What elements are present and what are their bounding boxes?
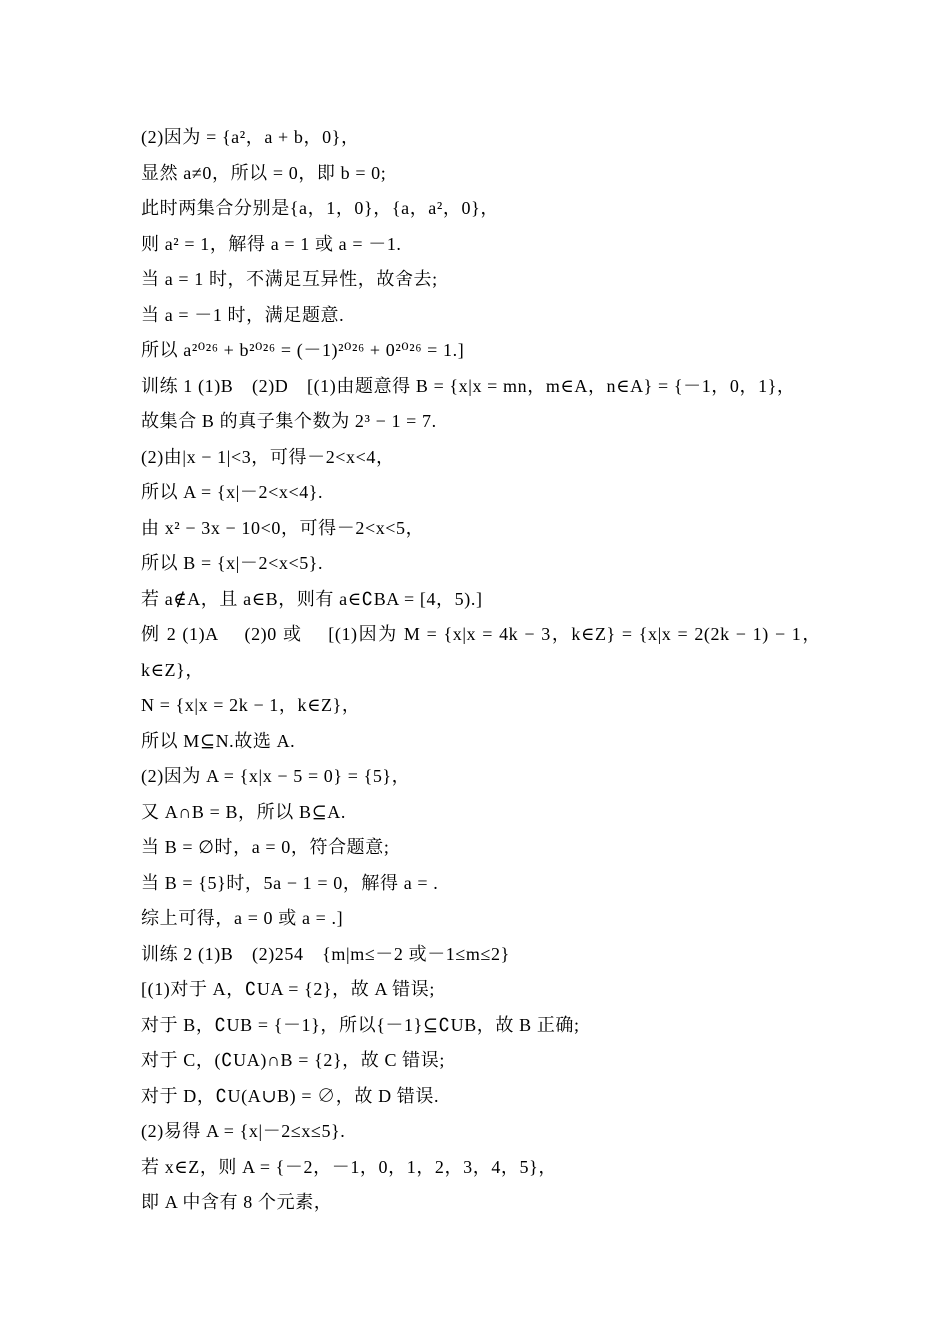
text-line: 故集合 B 的真子集个数为 2³ − 1 = 7. (141, 411, 437, 431)
text-line: 训练 2 (1)B (2)254 {m|m≤－2 或－1≤m≤2} (141, 943, 510, 964)
text-line: 所以 M⊆N.故选 A. (141, 730, 296, 751)
text-line: 对于 B，∁UB = {－1}，所以{－1}⊆∁UB，故 B 正确; (141, 1014, 580, 1035)
text-line: 当 a = －1 时，满足题意. (141, 304, 345, 325)
text-line: [(1)对于 A，∁UA = {2}，故 A 错误; (141, 979, 435, 999)
text-line: 则 a² = 1，解得 a = 1 或 a = －1. (141, 233, 402, 254)
text-line: 所以 A = {x|－2<x<4}. (141, 482, 324, 502)
text-line: 当 a = 1 时，不满足互异性，故舍去; (141, 269, 438, 289)
text-line: 若 x∈Z，则 A = {－2，－1，0，1，2，3，4，5}， (141, 1156, 557, 1177)
text-line: 对于 C，(∁UA)∩B = {2}，故 C 错误; (141, 1050, 445, 1070)
text-line: 由 x² − 3x − 10<0，可得－2<x<5， (141, 517, 425, 538)
text-line: 又 A∩B = B，所以 B⊆A. (141, 801, 346, 822)
text-line: (2)由|x − 1|<3，可得－2<x<4， (141, 446, 395, 467)
document-body (141, 120, 821, 1221)
text-line: 所以 a²⁰²⁶ + b²⁰²⁶ = (－1)²⁰²⁶ + 0²⁰²⁶ = 1.] (141, 340, 465, 360)
text-line: N = {x|x = 2k − 1，k∈Z}， (141, 695, 361, 715)
text-line: 当 B = {5}时，5a − 1 = 0，解得 a = . (141, 872, 439, 893)
text-line: 即 A 中含有 8 个元素， (141, 1192, 333, 1212)
text-line: (2)因为 A = {x|x − 5 = 0} = {5}， (141, 766, 411, 786)
text-line: 所以 B = {x|－2<x<5}. (141, 553, 324, 573)
text-line: 综上可得，a = 0 或 a = .] (141, 908, 344, 928)
text-line: 例 2 (1)A (2)0 或 [(1)因为 M = {x|x = 4k − 3，k∈Z} = {x|x = 2(2k − 1) − 1，k∈Z}， (141, 624, 821, 680)
text-line: 训练 1 (1)B (2)D [(1)由题意得 B = {x|x = mn，m∈A，n∈A} = {－1，0，1}， (141, 375, 796, 396)
text-line: 当 B = ∅时，a = 0，符合题意; (141, 837, 390, 857)
text-line: (2)因为 = {a²，a + b，0}， (141, 127, 360, 147)
text-line: 若 a∉A，且 a∈B，则有 a∈∁BA = [4，5).] (141, 588, 483, 609)
text-line: 显然 a≠0，所以 = 0，即 b = 0; (141, 162, 387, 183)
text-line: 对于 D，∁U(A∪B) = ∅，故 D 错误. (141, 1085, 440, 1106)
text-line: 此时两集合分别是{a，1，0}，{a，a²，0}， (141, 198, 499, 218)
text-line: (2)易得 A = {x|－2≤x≤5}. (141, 1121, 346, 1141)
